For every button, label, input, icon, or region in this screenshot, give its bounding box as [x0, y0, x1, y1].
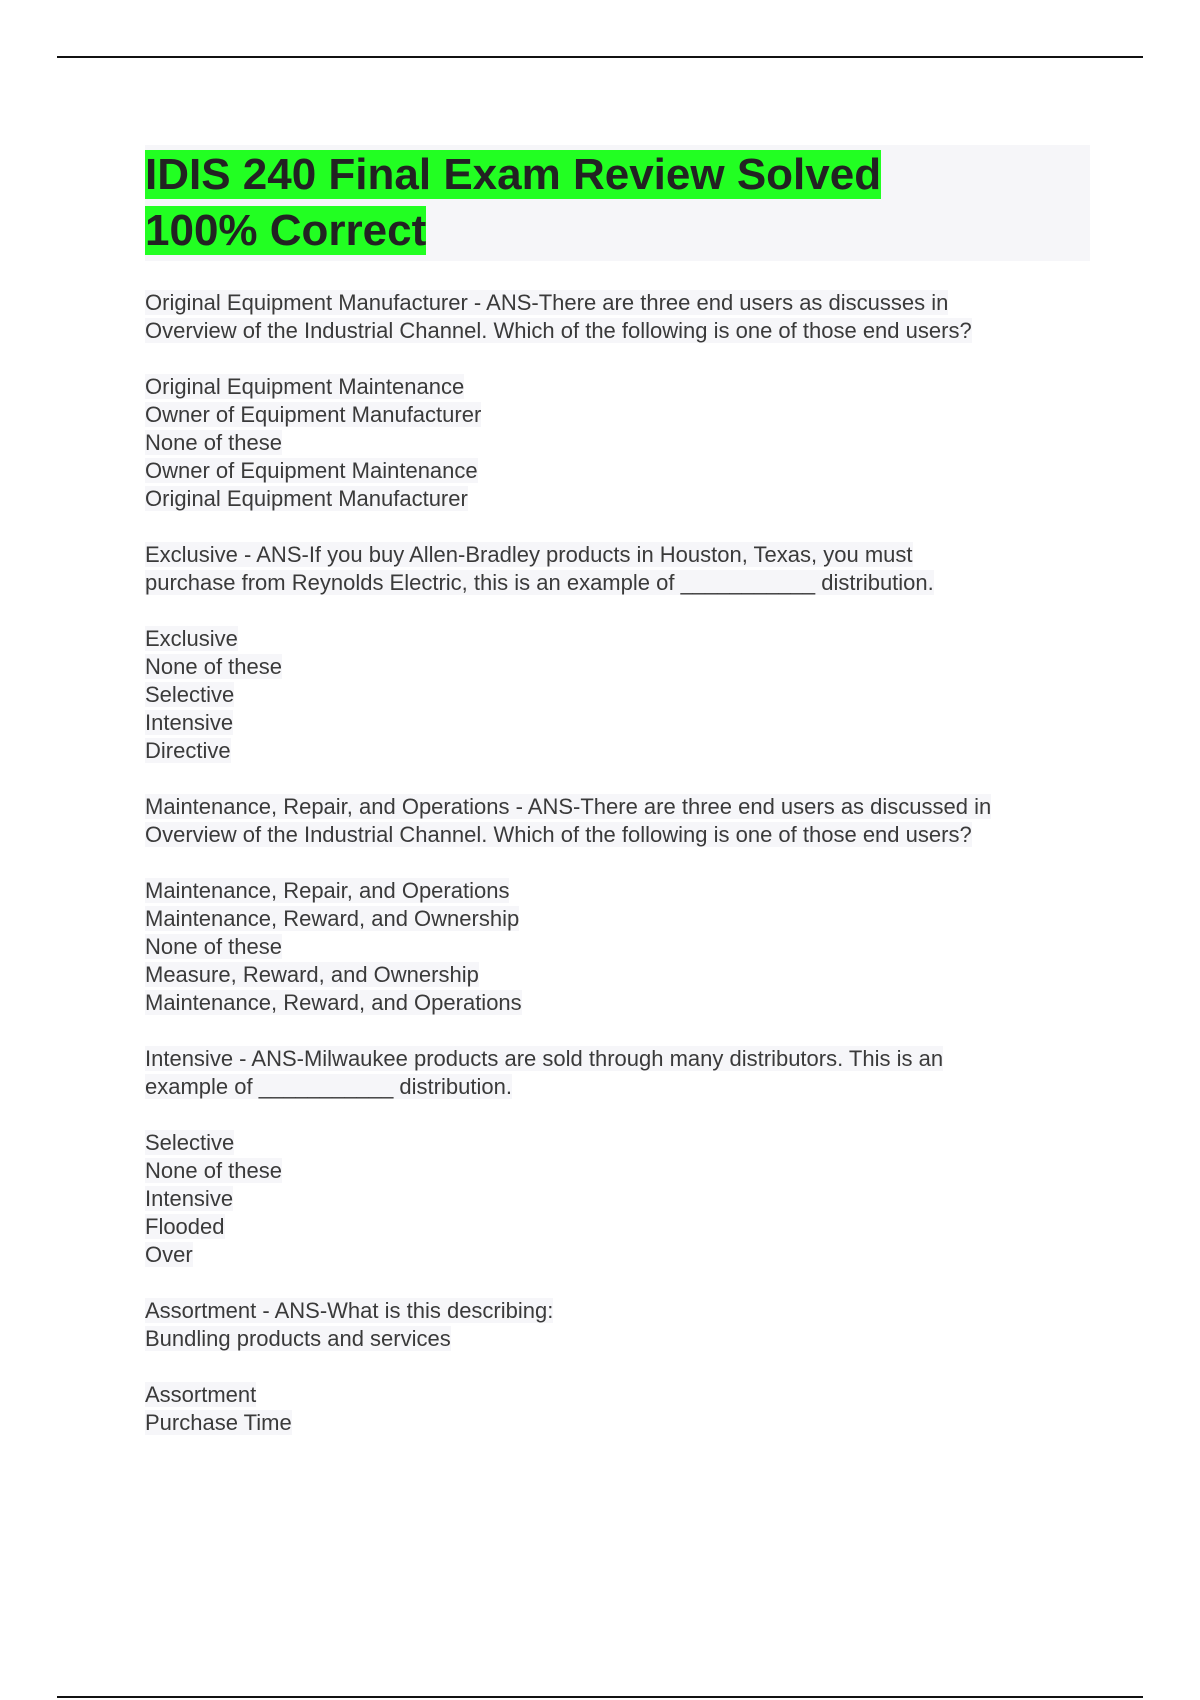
options-3	[145, 877, 1090, 1017]
option-item: Directive	[145, 738, 231, 763]
option-item: Selective	[145, 1130, 235, 1155]
option-item: Original Equipment Manufacturer	[145, 486, 468, 511]
option-item: Purchase Time	[145, 1410, 292, 1435]
option-item: Selective	[145, 682, 235, 707]
question-2	[145, 541, 1090, 597]
option-item: Owner of Equipment Manufacturer	[145, 402, 482, 427]
options-2	[145, 625, 1090, 765]
option-item: Exclusive	[145, 626, 238, 651]
bottom-rule	[57, 1696, 1143, 1698]
question-line: purchase from Reynolds Electric, this is an example of ___________ distribution.	[145, 570, 934, 595]
top-rule	[57, 56, 1143, 58]
option-item: Over	[145, 1242, 193, 1267]
question-5	[145, 1297, 1090, 1353]
option-item: Maintenance, Reward, and Ownership	[145, 906, 520, 931]
question-line: Overview of the Industrial Channel. Which of the following is one of those end users?	[145, 822, 972, 847]
question-line: Assortment - ANS-What is this describing:	[145, 1298, 554, 1323]
option-item: None of these	[145, 430, 282, 455]
option-item: Maintenance, Reward, and Operations	[145, 990, 522, 1015]
title-line-2: 100% Correct	[145, 206, 427, 255]
question-1	[145, 289, 1090, 345]
document-body	[145, 145, 1090, 1465]
option-item: None of these	[145, 934, 282, 959]
question-line: Bundling products and services	[145, 1326, 451, 1351]
options-1	[145, 373, 1090, 513]
options-4	[145, 1129, 1090, 1269]
option-item: Measure, Reward, and Ownership	[145, 962, 479, 987]
question-line: example of ___________ distribution.	[145, 1074, 512, 1099]
option-item: Original Equipment Maintenance	[145, 374, 465, 399]
question-line: Exclusive - ANS-If you buy Allen-Bradley products in Houston, Texas, you must	[145, 542, 913, 567]
title-block	[145, 145, 1090, 261]
question-4	[145, 1045, 1090, 1101]
option-item: Intensive	[145, 710, 234, 735]
option-item: Intensive	[145, 1186, 234, 1211]
title-line-1: IDIS 240 Final Exam Review Solved	[145, 150, 882, 199]
question-line: Original Equipment Manufacturer - ANS-There are three end users as discusses in	[145, 290, 949, 315]
page-title	[145, 147, 1090, 259]
option-item: Owner of Equipment Maintenance	[145, 458, 478, 483]
options-5	[145, 1381, 1090, 1437]
option-item: Assortment	[145, 1382, 257, 1407]
question-3	[145, 793, 1090, 849]
option-item: None of these	[145, 654, 282, 679]
question-line: Overview of the Industrial Channel. Which of the following is one of those end users?	[145, 318, 972, 343]
option-item: Maintenance, Repair, and Operations	[145, 878, 510, 903]
option-item: Flooded	[145, 1214, 225, 1239]
question-line: Maintenance, Repair, and Operations - ANS-There are three end users as discussed in	[145, 794, 992, 819]
option-item: None of these	[145, 1158, 282, 1183]
question-line: Intensive - ANS-Milwaukee products are sold through many distributors. This is an	[145, 1046, 944, 1071]
